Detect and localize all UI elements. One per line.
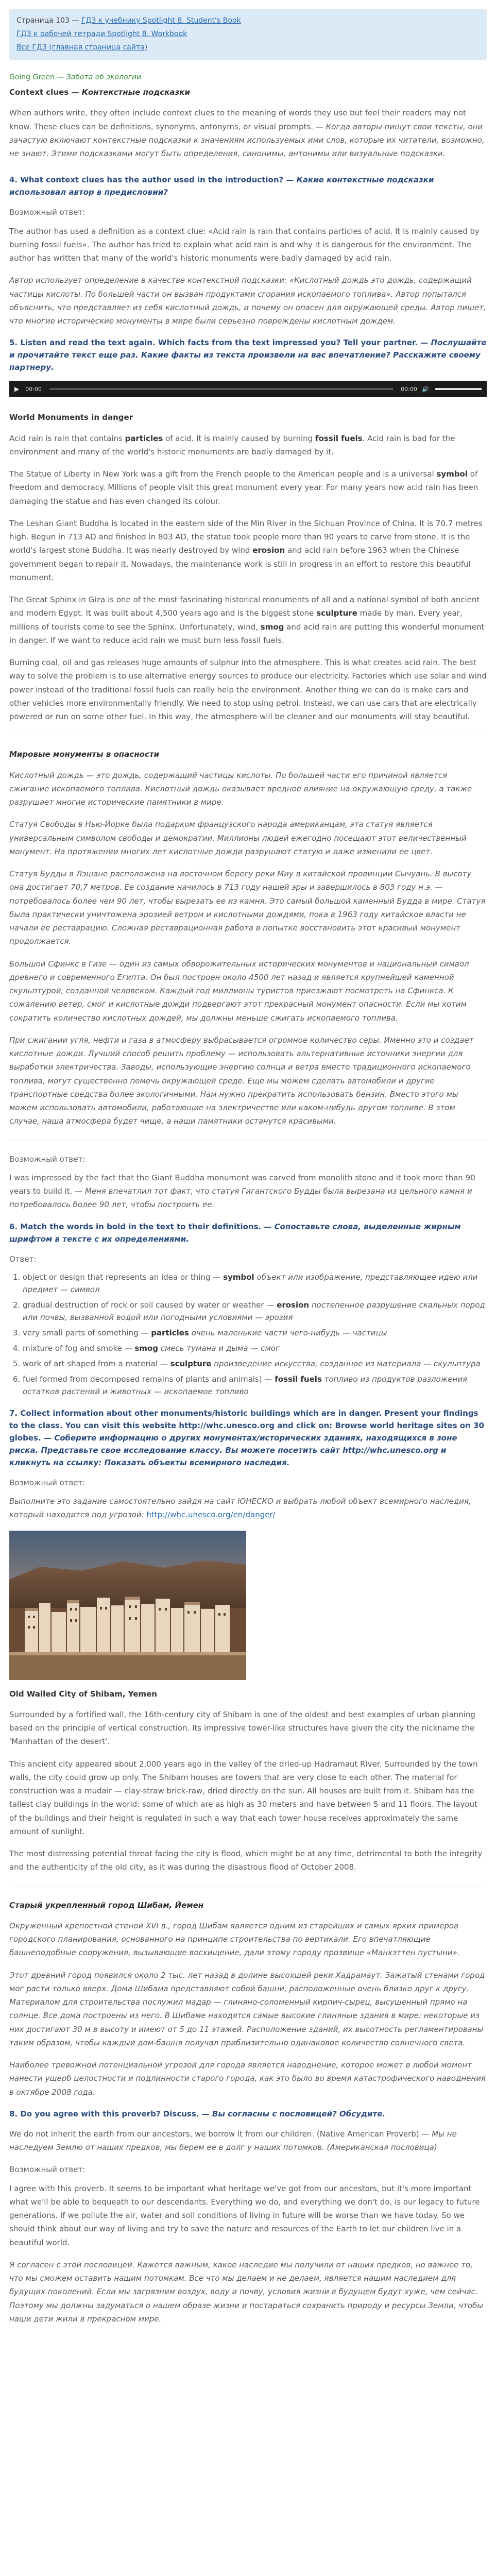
match-definition: work of art shaped from a material — [23, 1359, 168, 1368]
link-home[interactable]: Все ГДЗ (главная страница сайта) [16, 43, 148, 52]
match-translation: постепенное разрушение скальных пород или почвы, вызванной водой или погодными условиями — эрозия [23, 1300, 485, 1322]
shibam-ru-p2: Этот древний город появился около 2 тыс. лет назад в долине высохшей реки Хадрамаут. Зажатый стенами город мог расти только вверх. Дома Шибама представляют собой башни, расположенные очень близко друг к другу. Материалом для строительства послужил мадар — глиняно-соломенный кирпич-сырец, высушенный прямо на солнце. Все дома построены из него. В Шибаме находятся самые высокие глиняные здания в мире: некоторые из них достигают 30 м в высоту и имеют от 5 до 11 этажей. Расположение зданий, их высотность регламентированы таким образом, чтобы каждый дом-башня получал приблизительно одинаковое количество солнечного света. [9, 1970, 485, 2047]
task-8-title-ru: Вы согласны с пословицей? Обсудите. [212, 2109, 386, 2119]
lesson-title-en: Context clues — [9, 88, 79, 97]
audio-player [9, 381, 487, 397]
intro-en: When authors write, they often include context clues to the meaning of words they use but feel their readers may not know. These clues can be definitions, synonyms, antonyms, or visual prompts. — [9, 108, 466, 131]
text-ru-p4: Большой Сфинкс в Гизе — один из самых обворожительных исторических монументов и национальный символ древнего и современного Египта. Он был построен около 4500 лет назад и является крупнейшей каменной скульптурой, созданной человеком. Каждый год миллионы туристов приезжают посмотреть на Сфинкса. К сожалению ветер, смог и кислотные дожди подвергают этот прекрасный монумент опасности. Если мы хотим сократить количество кислотных дождей, мы должны меньше сжигать ископаемого топлива. [9, 959, 469, 1023]
audio-time-end: 00:00 [401, 385, 417, 393]
task-6-title-ru: Сопоставьте слова, выделенные жирным шрифтом в тексте с их определениями. [9, 1222, 461, 1244]
volume-icon[interactable]: 🔊 [422, 385, 429, 393]
keyword-symbol: symbol [436, 469, 468, 479]
match-translation: очень маленькие части чего-нибудь — частицы [191, 1328, 387, 1337]
shibam-ru-p3: Наиболее тревожной потенциальной угрозой для города является наводнение, которое может в любой момент нанести ущерб целостности и подлинности старого города, как это было во время катастрофического наводнения в октябре 2008 года. [9, 2060, 486, 2097]
audio-progress-track[interactable] [49, 388, 393, 390]
navigation-box [9, 9, 487, 60]
nav-row-home [16, 41, 480, 55]
shibam-photo-svg [9, 1531, 246, 1680]
match-translation: смесь тумана и дыма — смог [160, 1343, 280, 1353]
text-en-p2-a: The Statue of Liberty in New York was a gift from the French people to the American people and is a universal [9, 469, 434, 479]
match-translation: топливо из продуктов разложения остатков растений и животных — ископаемое топливо [23, 1374, 468, 1396]
match-definition: fuel formed from decomposed remains of plants and animals) — [23, 1374, 272, 1384]
match-translation: произведение искусства, созданное из материала — скульптура [214, 1359, 481, 1368]
keyword-smog: smog [260, 622, 284, 632]
proverb-en: We do not inherit the earth from our ancestors, we borrow it from our children. (Native American Proverb) — [9, 2129, 430, 2139]
shibam-en-p3: The most distressing potential threat facing the city is flood, which might be at any time, detrimental to both the integrity and the authenticity of the old city, as it was during the disastrous flood of October 2008. [9, 1849, 483, 1872]
task-4-title-ru: Какие контекстные подсказки использовал автор в предисловии? [9, 175, 434, 197]
page-label: Страница 103 — [16, 16, 79, 25]
task-4-title [9, 174, 487, 198]
nav-row-workbook [16, 28, 480, 41]
match-item [23, 1358, 487, 1370]
shibam-en-p1: Surrounded by a fortified wall, the 16th-century city of Shibam is one of the oldest and best examples of urban planning based on the principle of vertical construction. Its impressive tower-like structures have given the city the nickname the 'Manhattan of the desert'. [9, 1709, 475, 1747]
nav-row-page [16, 14, 480, 28]
breadcrumb [9, 71, 487, 84]
task-5-title-en: 5. Listen and read the text again. Which facts from the text impressed you? Tell your partner. — [9, 338, 429, 348]
text-en-p1-a: Acid rain is rain that contains [9, 433, 123, 443]
match-translation: объект или изображение, представляющее идею или предмет — символ [23, 1272, 478, 1294]
opinion-ru: Меня впечатлил тот факт, что статуя Гигантского Будды была вырезана из цельного камня и потребовалось более 90 лет, чтобы построить ее. [9, 1187, 472, 1210]
task-7-title-ru: Соберите информацию о других монументах/исторических зданиях, находящихся в зоне риска. Представьте свое исследование классу. Вы можете посетить сайт http://whc.unesco.org и кликнуть на ссылку: Показать объекты всемирного наследия. [9, 1433, 457, 1467]
text-ru-p3: Статуя Будды в Лэшане расположена на восточном берегу реки Миу в китайской провинции Сычуань. В высоту она достигает 70,7 метров. Ее создание начилось в 713 году нашей эры и завершилось в 803 году н.э. — потребовалось более чем 90 лет, чтобы вырезать ее из камня. Это самый большой каменный Будда в мире. Статуя была практически уничтожена эрозией ветром и кислотными дождями, пока в 1963 году китайское власти не начали ее реставрацию. Сложная реставрационная работа в попытке восстановить этот красивый монумент продолжается. [9, 869, 486, 946]
task-7-title [9, 1407, 487, 1469]
task-7-title-en: 7. Collect information about other monuments/historic buildings which are in danger. Present your findings to the class. You can visit this website http://whc.unesco.org and click on: Browse world heritage sites on 30 globes. — [9, 1408, 484, 1443]
lesson-title [9, 86, 487, 99]
text-en-p4 [9, 593, 487, 647]
task-5-title [9, 336, 487, 374]
task-4-title-en: 4. What context clues has the author used in the introduction? — [9, 175, 294, 185]
task-6-title-en: 6. Match the words in bold in the text to their definitions. — [9, 1222, 272, 1231]
match-item [23, 1271, 487, 1296]
task-8-title-en: 8. Do you agree with this proverb? Discuss. — [9, 2109, 210, 2119]
audio-time-start: 00:00 [25, 385, 42, 393]
match-definition: very small parts of something — [23, 1328, 149, 1337]
shibam-title-en: Old Walled City of Shibam, Yemen [9, 1689, 157, 1699]
match-word: particles [151, 1328, 189, 1337]
text-ru-p1: Кислотный дождь — это дождь, содержащий частицы кислоты. По большей части его причиной является сжигание ископаемого топлива. Кислотный дождь оказывает вредное влияние на окружающую среду, а также разрушает многие исторические памятники в мире. [9, 770, 472, 807]
breadcrumb-tag: Going Green [9, 73, 55, 81]
text-en-p2-b: of freedom and democracy. Millions of people visit this great monument every year. For many years now acid rain has been damaging the statue and has even changed its colour. [9, 469, 478, 506]
task-6-title [9, 1221, 487, 1245]
task-8-answer-en: I agree with this proverb. It seems to be important what heritage we've got from our ancestors, but it's more important what we'll be able to bequeath to our descendants. Everything we do, and everything we don't do, is our legacy to future generations. If we pollute the air, water and soil conditions of living in future will be worse than we have today. So we should think about our way of living and try to save the nature and resources of the Earth to let our children live in a beautiful world. [9, 2183, 480, 2247]
task-7-note [9, 1495, 487, 1522]
keyword-fossil-fuels: fossil fuels [315, 433, 363, 443]
task-8-answer-ru: Я согласен с этой пословицей. Кажется важным, какое наследие мы получили от наших предков, но важнее то, что мы сможем оставить нашим потомкам. Все что мы делаем и не делаем, является нашим наследием для будущих поколений. Если мы загрязним воздух, воду и почву, условия жизни в будущем будут хуже, чем сейчас. Поэтому мы должны задуматься о нашем образе жизни и постараться сохранить природу и ресурсы Земли, чтобы наши дети жили в прекрасном мире. [9, 2260, 484, 2324]
text-en-p3 [9, 517, 487, 584]
shibam-city-photo [9, 1531, 246, 1680]
match-word: symbol [223, 1272, 254, 1282]
text-en-p1 [9, 432, 487, 459]
task-6-answer-label: Ответ: [9, 1254, 37, 1264]
match-word: sculpture [170, 1359, 212, 1368]
lesson-title-ru: Контекстные подсказки [81, 88, 190, 97]
intro-paragraph [9, 106, 487, 160]
opinion-en: I was impressed by the fact that the Giant Buddha monument was carved from monolith stone and it took more than 90 years to build it. — [9, 1173, 475, 1196]
match-item [23, 1327, 487, 1339]
task-8-title [9, 2108, 487, 2120]
task-5-title-ru: Послушайте и прочитайте текст еще раз. Какие факты из текста произвели на вас впечатление? Расскажите своему партнеру. [9, 338, 487, 372]
shibam-title-ru: Старый укрепленный город Шибам, Йемен [9, 1900, 204, 1910]
play-icon[interactable]: ▶ [14, 385, 20, 393]
match-list [23, 1271, 487, 1398]
text-en-p3-a: The Leshan Giant Buddha is located in the eastern side of the Min River in the Sichuan Province of China. It is 70.7 metres high. Begun in 713 AD and finished in 803 AD, the statue took people more than 90 years to carve from stone. It is the world's largest stone Buddha. It was nearly destroyed by wind [9, 518, 483, 555]
link-workbook[interactable]: ГДЗ к рабочей тетради Spotlight 8. Workbook [16, 29, 187, 38]
text-title-en: World Monuments in danger [9, 413, 133, 422]
text-en-p1-c: . Acid rain is bad for the environment and many of the world's historic monuments are badly damaged by it. [9, 433, 455, 456]
text-en-p3-b: and acid rain before 1963 when the Chinese government began to repair it. Nowadays, the maintenance work is still in progress in an effort to restore this beautiful monument. [9, 546, 471, 582]
text-ru-p5: При сжигании угля, нефти и газа в атмосферу выбрасывается огромное количество серы. Именно это и создает кислотные дожди. Лучший способ решить проблему — использовать альтернативные источники энергии для выработки электричества. Заводы, использующие энергию солнца и ветра вместо традиционного ископаемого топлива, могут существенно помочь окружающей среде. Еще мы можем сделать автомобили и другие транспортные средства более экологичными. Нам нужно прекратить использовать бензин. Вместо этого мы можем использовать автомобили, работающие на электричестве или каком-нибудь другом топливе. В этом случае, наша атмосфера будет чище, а наши памятники останутся красивыми. [9, 1035, 474, 1126]
volume-slider[interactable] [435, 388, 482, 390]
task-8-answer-label: Возможный ответ: [9, 2165, 85, 2175]
proverb-ru: Мы не наследуем Землю от наших предков, мы берем ее в долг у наших потомков. (Американская пословица) [9, 2129, 457, 2153]
text-en-p4-a: The Great Sphinx in Giza is one of the most fascinating historical monuments of all and a national symbol of both ancient and modern Egypt. It was built about 4,500 years ago and is the biggest stone [9, 595, 480, 618]
link-student-book[interactable]: ГДЗ к учебнику Spotlight 8. Student's Book [81, 16, 241, 25]
text-en-p5: Burning coal, oil and gas releases huge amounts of sulphur into the atmosphere. This is what creates acid rain. The best way to solve the problem is to use alternative energy sources to produce our electricity. Factories which use solar and wind power instead of the traditional fossil fuels can really help the environment. Another thing we can do is make cars and other vehicles more environmentally friendly. We need to stop using petrol. Instead, we can use cars that are electrically powered or run on some other fuel. In this way, the atmosphere will be cleaner and our monuments will stay beautiful. [9, 658, 487, 722]
task-7-note-ru: Выполните это задание самостоятельно зайдя на сайт ЮНЕСКО и выбрать любой объект всемирного наследия, который находится под угрозой: [9, 1497, 471, 1520]
proverb [9, 2127, 487, 2155]
match-definition: mixture of fog and smoke — [23, 1343, 132, 1353]
match-word: erosion [277, 1300, 310, 1310]
match-item [23, 1373, 487, 1398]
task-7-answer-label: Возможный ответ: [9, 1478, 85, 1487]
intro-ru: Когда авторы пишут свои тексты, они зачастую включают контекстные подсказки к значениям используемых ими слов, которые их читатели, возможно, не знают. Этими подсказками могут быть определения, синонимы, антонимы или визуальные подсказки. [9, 122, 485, 159]
breadcrumb-sep: — [57, 73, 64, 81]
text-en-p4-c: and acid rain are putting this wonderful monument in danger. If we want to reduce acid rain we must burn less fossil fuels. [9, 622, 485, 645]
text-ru-p2: Статуя Свободы в Нью-Йорке была подарком французского народа американцам, эта статуя является универсальным символом свободы и демократии. Миллионы людей ежегодно посещают этот величественный монумент. На протяжении многих лет кислотные дожди разрушают статую и даже изменили ее цвет. [9, 820, 467, 856]
task-4-answer-label: Возможный ответ: [9, 208, 85, 217]
breadcrumb-ru: Забота об экологии [66, 73, 142, 81]
match-item [23, 1299, 487, 1324]
text-title-ru: Мировые монументы в опасности [9, 750, 160, 759]
text-en-p1-b: of acid. It is mainly caused by burning [165, 433, 313, 443]
text-en-p2 [9, 467, 487, 508]
opinion-label: Возможный ответ: [9, 1154, 85, 1164]
task-4-answer-ru: Автор использует определение в качестве контекстной подсказки: «Кислотный дождь это дождь, содержащий частицы кислоты. По большей части он вызван продуктами сгорания ископаемого топлива». Автор попытался объяснить, что представляет из себя кислотный дождь, и почему он опасен для окружающей среды. Автор пишет, что многие исторические монументы в мире были серьезно повреждены кислотным дождем. [9, 276, 486, 326]
match-word: smog [134, 1343, 158, 1353]
match-definition: gradual destruction of rock or soil caused by water or weather — [23, 1300, 275, 1310]
keyword-erosion: erosion [252, 546, 285, 555]
match-item [23, 1342, 487, 1354]
shibam-en-p2: This ancient city appeared about 2,000 years ago in the valley of the dried-up Hadramaut River. Surrounded by the town walls, the city could grow up only. The Shibam houses are towers that are very close to each other. The material for construction was a mudair — clay-straw brick-raw, dried directly on the sun. All houses are built from it. Shibam has the tallest clay buildings in the world: some of which are as high as 30 meters and have between 5 and 11 floors. The layout of the buildings and their height is regulated in such a way that each tower house receives approximately the same amount of sunlight. [9, 1759, 478, 1836]
opinion-text [9, 1171, 487, 1212]
match-word: fossil fuels [275, 1374, 322, 1384]
unesco-danger-link[interactable]: http://whc.unesco.org/en/danger/ [146, 1510, 276, 1520]
keyword-sculpture: sculpture [316, 608, 357, 618]
shibam-ru-p1: Окруженный крепостной стеной XVI в., город Шибам является одним из старейших и самых ярких примеров городского планирования, основанного на принципе строительства по вертикали. Его впечатляющие башнеподобные сооружения, вызывающие восхищение, дали этому городу прозвище «Манхэттен пустыни». [9, 1921, 460, 1958]
match-definition: object or design that represents an idea or thing — [23, 1272, 221, 1282]
text-en-p4-b: made by man. Every year, millions of tourists come to see the Sphinx. Unfortunately, wind, [9, 608, 463, 632]
task-4-answer-en: The author has used a definition as a context clue: «Acid rain is rain that contains particles of acid. It is mainly caused by burning fossil fuels». The author has tried to explain what acid rain is and why it is dangerous for the environment. The author has written that many of the world's historic monuments were badly damaged by acid rain. [9, 226, 480, 263]
keyword-particles: particles [125, 433, 163, 443]
